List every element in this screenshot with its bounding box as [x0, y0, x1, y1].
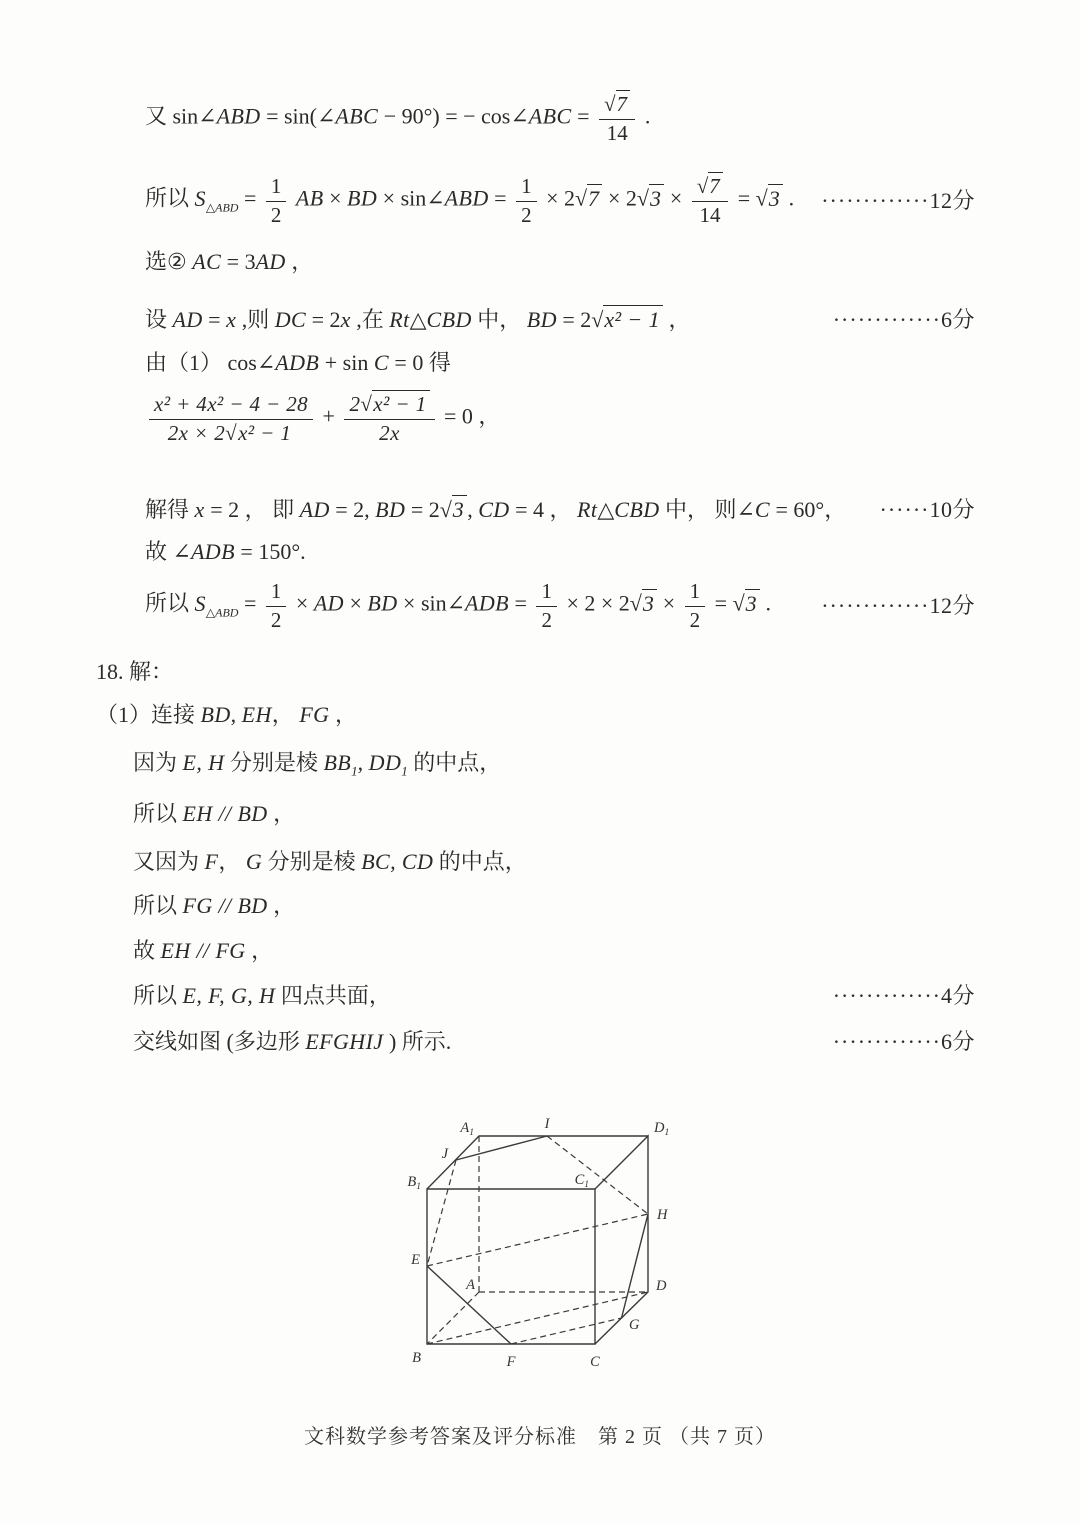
math-var: x [226, 307, 237, 332]
math-run: = 0 得 [388, 350, 451, 375]
subscript: 1 [351, 763, 358, 779]
math-run: = 3 [221, 249, 256, 274]
math-run: + [317, 403, 341, 429]
math-run: 2√ [349, 392, 373, 416]
page-footer [0, 1420, 1080, 1449]
math-run: = [202, 307, 227, 332]
radicand: x² − 1 [237, 419, 294, 445]
math-var: EFGHIJ [305, 1029, 384, 1054]
radicand: 7 [708, 172, 723, 198]
fraction [536, 579, 557, 632]
vertex-label-i: I [544, 1116, 550, 1132]
score-label: 4分 [940, 983, 975, 1008]
solution-line-3 [145, 247, 975, 277]
math-var: ABC [528, 103, 572, 129]
text-run: 所以 [133, 893, 183, 918]
score-leader-dots: ············· [821, 187, 930, 213]
math-run: 故 ∠ [145, 539, 191, 564]
fraction-numerator: 1 [685, 579, 706, 607]
cube-cross-section-diagram [388, 1108, 694, 1394]
radicand: x² − 1 [372, 390, 429, 416]
vertex-label-c: C [590, 1354, 600, 1370]
fraction-denominator: 14 [606, 120, 628, 145]
p18-line-2 [133, 748, 975, 786]
radicand: 3 [745, 589, 760, 616]
vertex-label-d1: $D_1$ [654, 1120, 670, 1138]
fraction-denominator: 2 [270, 607, 282, 632]
math-var: Rt [577, 497, 598, 522]
edge-symbol: $DD_1$ [368, 750, 408, 779]
fraction-numerator: 1 [516, 174, 537, 202]
solution-line-7 [145, 495, 975, 525]
fraction-denominator: 14 [699, 202, 721, 227]
radicand: 7 [616, 90, 631, 116]
text-run: （1）连接 [96, 702, 201, 727]
math-var: FG [299, 702, 330, 727]
vertex-label-d: D [656, 1278, 667, 1294]
math-var: AD [172, 307, 203, 332]
math-run: 设 [145, 307, 173, 332]
score-box [833, 981, 975, 1011]
text-run: 所以 [133, 983, 183, 1008]
math-run: . [639, 103, 651, 129]
fraction-denominator [149, 420, 313, 446]
math-var: BD [367, 590, 398, 616]
math-run: 2x × 2√ [167, 420, 238, 445]
math-run: . [760, 590, 772, 616]
math-run: ,则 [236, 307, 275, 332]
text-run: 四点共面， [275, 983, 391, 1008]
math-var: AD [313, 590, 344, 616]
math-var: EH // BD [182, 801, 268, 826]
area-symbol: $S_{\triangle ABD}$ [194, 590, 239, 619]
math-var: BD [200, 702, 231, 727]
math-run: 选② [145, 249, 193, 274]
fraction-numerator [692, 174, 728, 202]
math-run: 又 sin∠ [145, 103, 217, 129]
math-run: × [657, 590, 681, 616]
radicand: 7 [587, 184, 602, 211]
text-run: 因为 [133, 750, 183, 775]
text-run: ， [271, 702, 300, 727]
text-run: ， [267, 893, 296, 918]
p18-line-4 [133, 847, 975, 877]
math-var: F [204, 849, 219, 874]
math-var: ADB [275, 350, 320, 375]
fraction-denominator: 2 [541, 607, 552, 632]
math-var: EH // FG [160, 938, 246, 963]
radicand: 3 [452, 495, 467, 522]
math-run: = 2√ [405, 497, 452, 522]
fraction [516, 174, 537, 227]
math-var: CD [478, 497, 510, 522]
math-run: 中， 则∠ [659, 497, 755, 522]
score-leader-dots: ············· [832, 1029, 941, 1054]
score-leader-dots: ············· [832, 307, 941, 332]
score-label: 12分 [929, 187, 975, 213]
score-leader-dots: ············· [821, 592, 930, 618]
math-var: AC [192, 249, 222, 274]
problem-18-heading [96, 657, 975, 687]
text-run: 故 [133, 938, 161, 963]
problem-number: 18. 解： [96, 659, 174, 684]
text-run: , [357, 750, 369, 775]
text-run: ) 所示. [383, 1029, 452, 1054]
fraction-denominator: 2 [521, 202, 532, 227]
text-run: 分别是棱 [224, 750, 324, 775]
math-run: × 2√ [602, 185, 649, 211]
score-label: 6分 [940, 1029, 975, 1054]
text-run: 又因为 [133, 849, 205, 874]
math-var: EH [241, 702, 272, 727]
p18-line-5 [133, 891, 975, 921]
area-symbol: $S_{\triangle ABD}$ [194, 185, 239, 214]
math-run: × 2 × 2√ [560, 590, 642, 616]
radicand: 3 [768, 184, 783, 211]
math-var: ABC [335, 103, 379, 129]
text-run: 的中点， [433, 849, 527, 874]
math-var: AD [299, 497, 330, 522]
math-run: . [783, 185, 795, 211]
math-run: , [467, 497, 479, 522]
math-run: × sin∠ [397, 590, 466, 616]
math-var: x [194, 497, 205, 522]
text-run: 交线如图 (多边形 [133, 1029, 306, 1054]
math-run: = √ [732, 185, 768, 211]
math-var: E, F, G, H [182, 983, 276, 1008]
math-run: 解得 [145, 497, 195, 522]
text-run: ， [329, 702, 357, 727]
math-var: AD [255, 249, 286, 274]
math-var: x [340, 307, 351, 332]
text-run: 所以 [133, 801, 183, 826]
p18-line-8 [133, 1027, 975, 1057]
math-run: = 2, [329, 497, 376, 522]
text-run: 分别是棱 [262, 849, 362, 874]
solution-line-1 [145, 92, 975, 145]
p18-line-7 [133, 981, 975, 1011]
text-run: ， [245, 938, 274, 963]
math-run: ， [662, 307, 691, 332]
solution-line-8 [145, 537, 975, 567]
footer-text: 文科数学参考答案及评分标准 第 2 页 （共 7 页） [304, 1426, 776, 1448]
text-run: 的中点， [407, 750, 502, 775]
math-var: AB [290, 185, 324, 211]
radicand: 3 [642, 589, 657, 616]
solution-line-6 [145, 392, 975, 445]
math-run: × [290, 590, 314, 616]
cube-hidden-edges [427, 1136, 648, 1344]
math-var: ABD [444, 185, 489, 211]
math-run: ， [285, 249, 314, 274]
fraction [266, 579, 287, 632]
math-run: = 150°. [234, 539, 306, 564]
math-run: = √ [709, 590, 745, 616]
radical-sign: √ [696, 174, 709, 198]
math-run: = [571, 103, 595, 129]
subscript: 1 [401, 763, 408, 779]
math-run: = sin(∠ [260, 103, 336, 129]
fraction-numerator [599, 92, 635, 120]
fraction [344, 392, 434, 445]
vertex-label-a: A [466, 1277, 475, 1293]
vertex-label-h: H [657, 1207, 668, 1223]
math-var: ABD [216, 103, 261, 129]
subscript: △ABD [205, 199, 239, 214]
text-run: , [230, 702, 242, 727]
score-box [833, 305, 975, 335]
fraction [685, 579, 706, 632]
math-run: = 2√ [556, 307, 604, 332]
math-run: = [238, 590, 262, 616]
math-run: = [238, 185, 262, 211]
fraction-numerator: 1 [266, 579, 287, 607]
math-run: = [488, 185, 513, 211]
fraction [599, 92, 635, 145]
fraction-numerator: x² + 4x² − 4 − 28 [149, 392, 313, 420]
subscript: △ABD [205, 604, 239, 619]
math-var: FG // BD [182, 893, 268, 918]
math-run: + sin [319, 350, 374, 375]
math-var: C [373, 350, 389, 375]
p18-line-3 [133, 799, 975, 829]
math-run: 所以 [145, 185, 195, 211]
math-run: = [509, 590, 533, 616]
fraction-denominator: 2 [689, 607, 701, 632]
fraction [149, 392, 313, 445]
math-var: CBD [614, 497, 660, 522]
score-label: 6分 [940, 307, 975, 332]
math-run: × [664, 185, 688, 211]
solution-line-9 [145, 579, 975, 632]
math-var: Rt [389, 307, 410, 332]
triangle-symbol: △ [597, 497, 615, 522]
solution-line-2 [145, 174, 975, 227]
math-run: × [323, 185, 348, 211]
radicand: x² − 1 [603, 305, 663, 332]
math-run: ,在 [350, 307, 390, 332]
math-var: BD [526, 307, 557, 332]
math-run: = 0 ， [438, 403, 501, 429]
math-var: BD [375, 497, 406, 522]
text-run: ， [218, 849, 246, 874]
fraction-numerator [344, 392, 434, 420]
p18-line-6 [133, 936, 975, 966]
score-label: 12分 [929, 592, 975, 618]
vertex-label-b: B [412, 1350, 421, 1366]
math-run: = 60°， [770, 497, 847, 522]
radical-sign: √ [603, 92, 616, 116]
score-box [880, 495, 975, 525]
math-run: × sin∠ [377, 185, 445, 211]
math-var: ADB [465, 590, 510, 616]
score-leader-dots: ············· [832, 983, 941, 1008]
math-run: = 2 ， 即 [204, 497, 300, 522]
math-run: × 2√ [540, 185, 588, 211]
fraction-numerator: 1 [536, 579, 557, 607]
fraction-numerator: 1 [266, 174, 287, 202]
math-run: 所以 [145, 590, 195, 616]
math-var: CBD [426, 307, 472, 332]
score-box [821, 591, 975, 621]
solution-line-5 [145, 348, 975, 378]
vertex-label-g: G [629, 1317, 640, 1333]
math-var: BD [347, 185, 378, 211]
score-label: 10分 [929, 497, 975, 522]
math-run: 中， [471, 307, 527, 332]
vertex-label-a1: $A_1$ [460, 1120, 474, 1138]
score-box [821, 186, 975, 216]
edge-symbol: $BB_1$ [323, 750, 358, 779]
radicand: 3 [649, 184, 664, 211]
math-var: C [754, 497, 770, 522]
vertex-label-f: F [506, 1354, 516, 1370]
fraction [266, 174, 287, 227]
math-run: − 90°) = − cos∠ [378, 103, 529, 129]
triangle-symbol: △ [409, 307, 427, 332]
math-var: ADB [190, 539, 235, 564]
vertex-label-b1: $B_1$ [407, 1174, 421, 1192]
score-box [833, 1027, 975, 1057]
vertex-label-c1: $C_1$ [574, 1172, 589, 1190]
math-var: DC [274, 307, 307, 332]
math-run: × [343, 590, 368, 616]
p18-line-1 [96, 700, 975, 730]
math-run: 由（1） cos∠ [145, 350, 276, 375]
vertex-label-j: J [441, 1146, 448, 1162]
vertex-label-e: E [411, 1252, 420, 1268]
fraction-denominator: 2 [270, 202, 282, 227]
fraction-denominator: 2x [379, 420, 400, 445]
math-var: G [245, 849, 263, 874]
math-var: E, H [182, 750, 225, 775]
fraction [692, 174, 728, 227]
math-var: BC, CD [361, 849, 434, 874]
solution-line-4 [145, 305, 975, 335]
math-run: = 2 [306, 307, 341, 332]
score-leader-dots: ······ [879, 497, 930, 522]
text-run: ， [267, 801, 296, 826]
math-run: = 4 ， [509, 497, 577, 522]
